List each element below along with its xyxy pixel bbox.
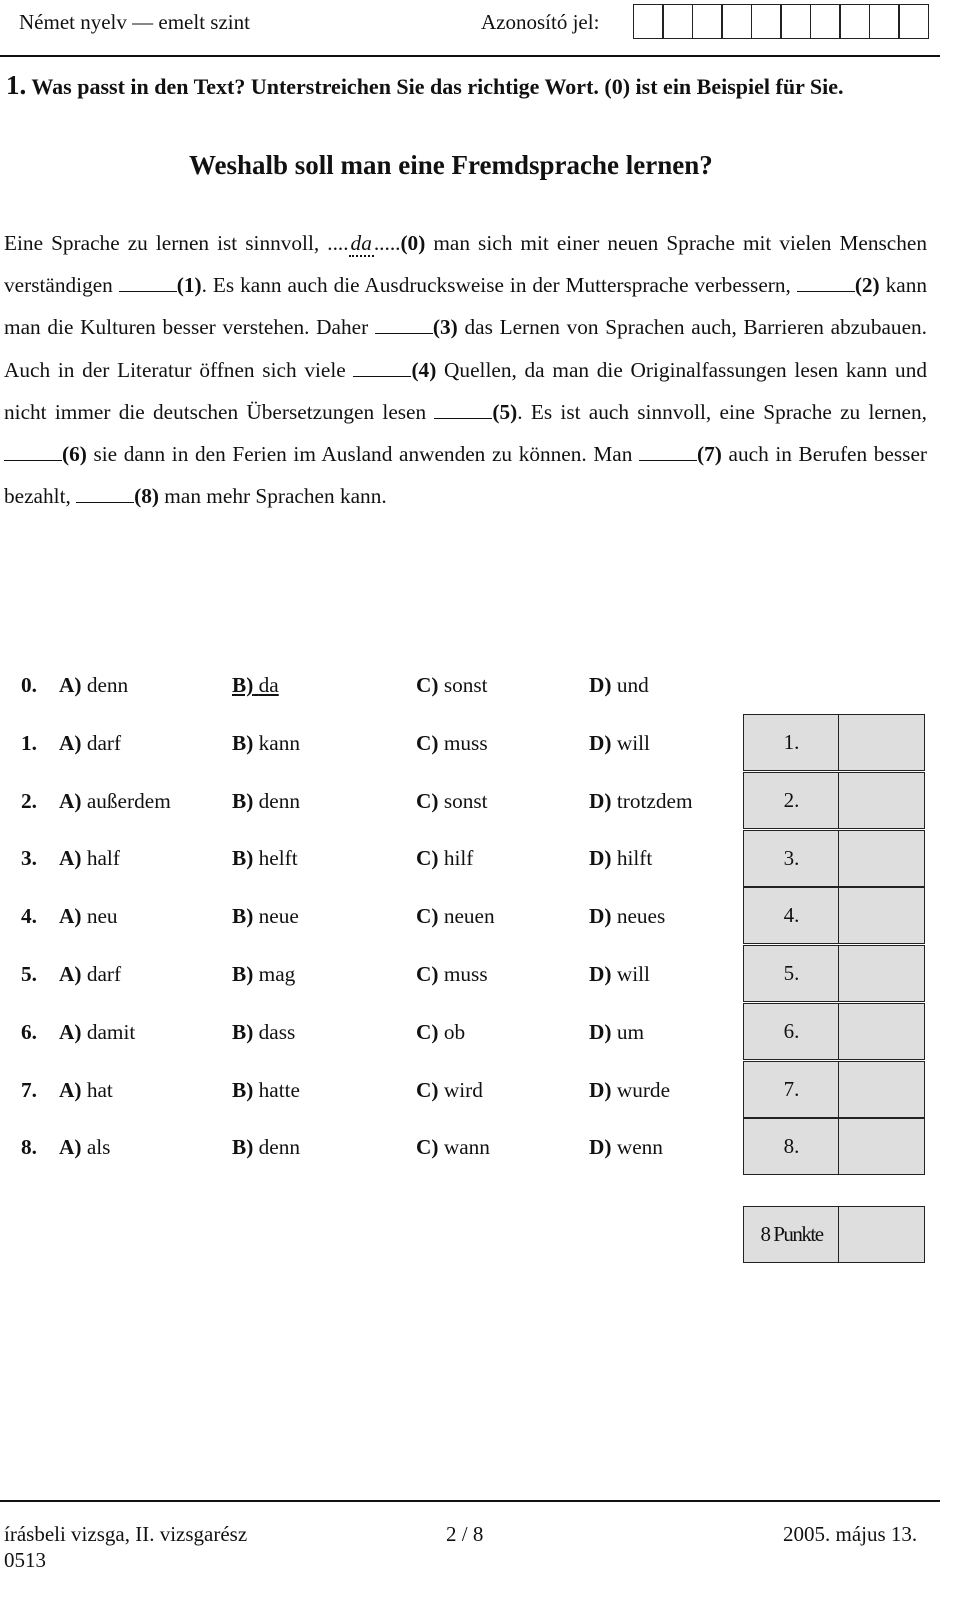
option-a[interactable]	[59, 731, 121, 756]
task-number: 1.	[6, 70, 27, 100]
option-letter: A)	[59, 1135, 82, 1160]
option-word: trotzdem	[616, 788, 693, 813]
option-letter: D)	[589, 673, 612, 697]
id-box[interactable]	[810, 4, 841, 39]
passage-text: auch in Berufen besser bezahlt,	[4, 442, 927, 509]
option-letter: A)	[59, 788, 82, 813]
id-box[interactable]	[692, 4, 723, 39]
passage-text: . Es kann auch die Ausdrucksweise in der Muttersprache verbessern,	[201, 273, 797, 298]
gap-number: (3)	[432, 315, 458, 340]
option-row	[0, 1078, 740, 1118]
option-letter: B)	[232, 1135, 254, 1160]
option-row	[0, 731, 740, 771]
gap-blank	[353, 359, 411, 377]
option-c[interactable]	[416, 1020, 465, 1045]
option-c[interactable]	[416, 789, 488, 814]
option-word: damit	[86, 1019, 136, 1044]
header-rule	[0, 55, 940, 57]
answer-label: 5.	[743, 945, 840, 1002]
option-letter: D)	[589, 1019, 612, 1044]
answer-box[interactable]	[838, 1118, 925, 1175]
id-box[interactable]	[839, 4, 870, 39]
option-word: half	[86, 846, 120, 871]
answer-label: 6.	[743, 1003, 840, 1060]
option-letter: C)	[416, 730, 439, 755]
points-label: 8 Punkte	[743, 1206, 840, 1263]
option-word: neue	[258, 904, 299, 929]
option-word: darf	[86, 962, 122, 986]
option-letter: D)	[589, 904, 612, 929]
id-box[interactable]	[721, 4, 752, 39]
option-number: 7.	[21, 1077, 37, 1102]
answer-box[interactable]	[838, 1003, 925, 1060]
option-word: neu	[86, 904, 118, 929]
option-word: wird	[443, 1077, 483, 1102]
passage-text: Eine Sprache zu lernen ist sinnvoll,	[4, 231, 328, 255]
option-b[interactable]	[232, 731, 300, 756]
passage-text: man sich mit einer neuen Sprache mit vielen Menschen verständigen	[4, 231, 927, 298]
option-word: da	[258, 673, 279, 697]
option-letter: C)	[416, 1135, 439, 1160]
option-letter: B)	[232, 846, 254, 871]
option-letter: C)	[416, 962, 439, 986]
option-row	[0, 904, 740, 944]
option-word: hilf	[443, 846, 474, 871]
gap-blank	[119, 274, 177, 292]
answer-box[interactable]	[838, 830, 925, 887]
option-word: mag	[258, 962, 296, 986]
header-id-label: Azonosító jel:	[481, 10, 600, 34]
option-a[interactable]	[59, 1078, 113, 1103]
option-row	[0, 1020, 740, 1060]
option-word: wurde	[616, 1077, 671, 1102]
option-word: hat	[86, 1077, 113, 1102]
option-a[interactable]	[59, 789, 171, 814]
footer-date: 2005. május 13.	[783, 1522, 918, 1546]
passage	[4, 222, 927, 517]
gap-number: (5)	[492, 399, 518, 424]
task-instruction-text: Was passt in den Text? Unterstreichen Sie das richtige Wort. (0) ist ein Beispiel für Sie.	[31, 74, 844, 99]
option-number: 2.	[21, 788, 37, 813]
points-box[interactable]	[838, 1206, 925, 1263]
option-b[interactable]	[232, 1135, 300, 1160]
option-letter: C)	[416, 1019, 439, 1044]
passage-text: kann man die Kulturen besser verstehen. Daher	[4, 273, 927, 340]
option-d[interactable]	[589, 1135, 663, 1160]
answer-label: 8.	[743, 1118, 840, 1175]
id-box[interactable]	[869, 4, 900, 39]
option-a[interactable]	[59, 904, 118, 929]
option-word: will	[616, 962, 650, 986]
option-letter: B)	[232, 730, 254, 755]
option-letter: D)	[589, 1077, 612, 1102]
option-letter: D)	[589, 1135, 612, 1160]
gap-number: (7)	[697, 442, 722, 467]
option-c[interactable]	[416, 673, 488, 698]
option-letter: A)	[59, 962, 82, 986]
option-letter: B)	[232, 1019, 254, 1044]
option-d[interactable]	[589, 1020, 644, 1045]
option-c[interactable]	[416, 904, 495, 929]
option-b[interactable]	[232, 789, 300, 814]
option-d[interactable]	[589, 962, 650, 987]
option-a[interactable]	[59, 1020, 135, 1045]
option-row	[0, 673, 740, 713]
option-word: denn	[86, 673, 129, 697]
gap-number: (1)	[176, 273, 202, 298]
option-a[interactable]	[59, 962, 121, 987]
answer-label: 7.	[743, 1061, 840, 1118]
option-word: neuen	[443, 904, 495, 929]
option-word: kann	[258, 730, 301, 755]
option-letter: C)	[416, 788, 439, 813]
option-letter: B)	[232, 1077, 254, 1102]
option-word: hilft	[616, 846, 653, 871]
answer-box[interactable]	[838, 945, 925, 1002]
answer-label: 3.	[743, 830, 840, 887]
option-d[interactable]	[589, 846, 652, 871]
answer-label: 2.	[743, 772, 840, 829]
option-letter: A)	[59, 673, 82, 697]
answer-label: 4.	[743, 887, 840, 944]
option-letter: C)	[416, 1077, 439, 1102]
option-row	[0, 962, 740, 1002]
gap-number: (2)	[854, 273, 880, 298]
option-number: 6.	[21, 1019, 37, 1044]
option-d[interactable]	[589, 673, 649, 698]
option-word: will	[616, 730, 650, 755]
option-b[interactable]	[232, 846, 298, 871]
option-letter: B)	[232, 962, 254, 986]
option-word: um	[616, 1019, 645, 1044]
id-box[interactable]	[780, 4, 811, 39]
option-letter: D)	[589, 730, 612, 755]
option-word: neues	[616, 904, 666, 929]
option-word: wenn	[616, 1135, 663, 1160]
passage-text: . Es ist auch sinnvoll, eine Sprache zu lernen,	[517, 399, 927, 424]
option-d[interactable]	[589, 904, 665, 929]
option-d[interactable]	[589, 1078, 670, 1103]
footer-rule	[0, 1500, 940, 1502]
gap-blank	[375, 316, 433, 334]
gap-blank	[434, 401, 492, 419]
option-word: hatte	[258, 1077, 301, 1102]
example-dots: .....	[373, 231, 401, 255]
option-letter: A)	[59, 904, 82, 929]
answer-box[interactable]	[838, 887, 925, 944]
passage-text: man mehr Sprachen kann.	[158, 484, 387, 509]
task-instruction	[6, 70, 844, 101]
option-word: als	[86, 1135, 111, 1160]
option-word: helft	[258, 846, 298, 871]
option-letter: B)	[232, 673, 254, 697]
option-word: und	[616, 673, 649, 697]
option-row	[0, 1135, 740, 1175]
gap-blank	[797, 274, 855, 292]
option-letter: C)	[416, 846, 439, 871]
id-box[interactable]	[662, 4, 693, 39]
option-b[interactable]	[232, 962, 295, 987]
option-b[interactable]	[232, 1020, 295, 1045]
answer-box[interactable]	[838, 772, 925, 829]
option-number: 0.	[21, 673, 37, 697]
option-letter: A)	[59, 1019, 82, 1044]
option-letter: C)	[416, 904, 439, 929]
example-blank	[327, 231, 400, 257]
option-b[interactable]	[232, 1078, 300, 1103]
option-a[interactable]	[59, 1135, 110, 1160]
option-letter: D)	[589, 962, 612, 986]
id-box[interactable]	[633, 4, 664, 39]
option-row	[0, 846, 740, 886]
option-c[interactable]	[416, 962, 488, 987]
example-word: da	[350, 231, 372, 255]
option-letter: C)	[416, 673, 439, 697]
option-letter: A)	[59, 846, 82, 871]
footer-code: 0513	[4, 1548, 46, 1572]
option-word: sonst	[443, 673, 488, 697]
gap-number: (8)	[134, 484, 159, 509]
gap-blank	[4, 443, 62, 461]
option-letter: B)	[232, 904, 254, 929]
answer-box[interactable]	[838, 1061, 925, 1118]
option-number: 3.	[21, 846, 37, 871]
option-letter: B)	[232, 788, 254, 813]
option-letter: A)	[59, 730, 82, 755]
option-word: sonst	[443, 788, 488, 813]
option-word: denn	[258, 1135, 301, 1160]
option-letter: D)	[589, 846, 612, 871]
answer-box[interactable]	[838, 714, 925, 771]
option-word: außerdem	[86, 788, 171, 813]
option-c[interactable]	[416, 1078, 483, 1103]
text-title: Weshalb soll man eine Fremdsprache lernen?	[189, 150, 713, 180]
passage-text: Quellen, da man die Originalfassungen lesen kann und nicht immer die deutschen Übersetzungen lesen	[4, 357, 927, 424]
passage-text: das Lernen von Sprachen auch, Barrieren abzubauen. Auch in der Literatur öffnen sich viele	[4, 315, 927, 382]
option-number: 4.	[21, 904, 37, 929]
passage-text: sie dann in den Ferien im Ausland anwenden zu können. Man	[86, 442, 640, 467]
option-letter: D)	[589, 788, 612, 813]
option-letter: A)	[59, 1077, 82, 1102]
id-box[interactable]	[751, 4, 782, 39]
option-word: wann	[443, 1135, 490, 1160]
option-word: ob	[443, 1019, 466, 1044]
option-c[interactable]	[416, 731, 488, 756]
option-b[interactable]	[232, 904, 299, 929]
gap-number: (0)	[400, 231, 426, 255]
option-word: dass	[258, 1019, 296, 1044]
option-word: muss	[443, 962, 488, 986]
option-number: 8.	[21, 1135, 37, 1160]
gap-number: (6)	[62, 442, 87, 467]
answer-label: 1.	[743, 714, 840, 771]
footer-exam-part: írásbeli vizsga, II. vizsgarész	[4, 1522, 248, 1546]
option-c[interactable]	[416, 846, 473, 871]
gap-blank	[639, 443, 697, 461]
header-subject: Német nyelv — emelt szint	[19, 10, 250, 34]
option-word: muss	[443, 730, 488, 755]
footer-page-number: 2 / 8	[446, 1522, 484, 1546]
option-word: darf	[86, 730, 122, 755]
option-c[interactable]	[416, 1135, 490, 1160]
option-number: 1.	[21, 730, 37, 755]
option-d[interactable]	[589, 789, 693, 814]
option-a[interactable]	[59, 846, 120, 871]
gap-blank	[76, 485, 134, 503]
option-number: 5.	[21, 962, 37, 986]
id-box[interactable]	[898, 4, 929, 39]
option-d[interactable]	[589, 731, 650, 756]
id-boxes[interactable]	[634, 4, 929, 39]
option-b[interactable]	[232, 673, 279, 698]
option-word: denn	[258, 788, 301, 813]
option-row	[0, 789, 740, 829]
gap-number: (4)	[411, 357, 437, 382]
example-dots: ....	[327, 231, 349, 255]
option-a[interactable]	[59, 673, 128, 698]
